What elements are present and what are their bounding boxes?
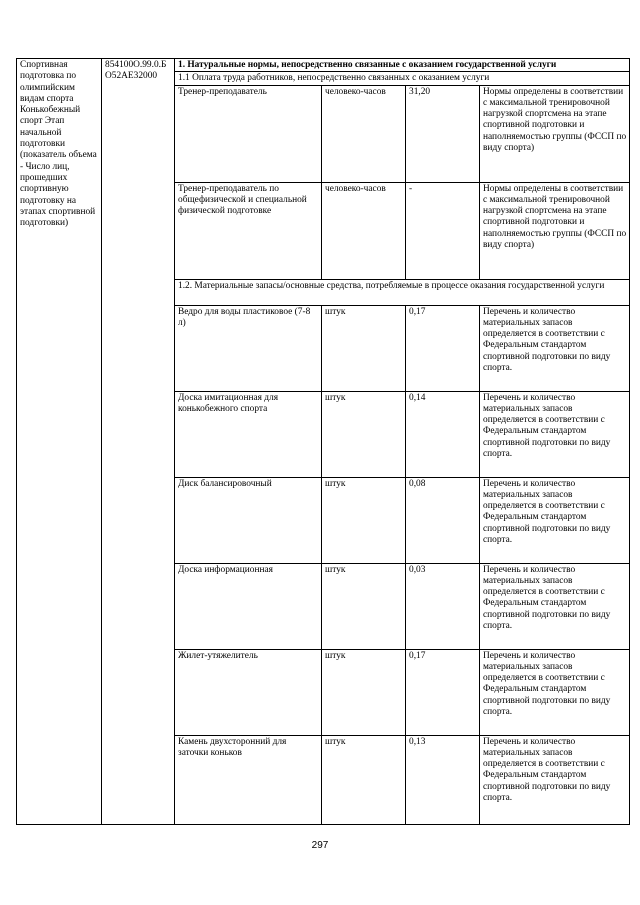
item-note: Перечень и количество материальных запасов определяется в соответствии с Федеральным стандартом спортивной подготовки по виду спорта. (480, 735, 630, 824)
item-note: Перечень и количество материальных запасов определяется в соответствии с Федеральным стандартом спортивной подготовки по виду спорта. (480, 649, 630, 735)
service-name: Спортивная подготовка по олимпийским видам спорта Конькобежный спорт Этап начальной подготовки (показатель объема - Число лиц, прошедших спортивную подготовку на этапах спортивной подготовки) (20, 60, 97, 229)
subsection-materials: 1.2. Материальные запасы/основные средства, потребляемые в процессе оказания государственной услуги (175, 279, 630, 305)
item-name: Ведро для воды пластиковое (7-8 л) (175, 305, 322, 391)
item-name: Жилет-утяжелитель (175, 649, 322, 735)
item-unit: штук (322, 563, 406, 649)
item-unit: штук (322, 305, 406, 391)
item-unit: штук (322, 649, 406, 735)
item-value: 0,17 (406, 649, 480, 735)
section-title: 1. Натуральные нормы, непосредственно связанные с оказанием государственной услуги (175, 59, 630, 72)
item-value: 31,20 (406, 85, 480, 182)
item-unit: штук (322, 477, 406, 563)
item-value: 0,17 (406, 305, 480, 391)
service-code-cell (102, 59, 175, 825)
item-note: Нормы определены в соответствии с максимальной тренировочной нагрузкой спортсмена на этапе спортивной подготовки и наполняемостью группы (ФССП по виду спорта) (480, 85, 630, 182)
item-note: Перечень и количество материальных запасов определяется в соответствии с Федеральным стандартом спортивной подготовки по виду спорта. (480, 477, 630, 563)
item-name: Доска имитационная для конькобежного спорта (175, 391, 322, 477)
item-note: Нормы определены в соответствии с максимальной тренировочной нагрузкой спортсмена на этапе спортивной подготовки и наполняемостью группы (ФССП по виду спорта) (480, 182, 630, 279)
item-name: Диск балансировочный (175, 477, 322, 563)
item-value: 0,03 (406, 563, 480, 649)
item-note: Перечень и количество материальных запасов определяется в соответствии с Федеральным стандартом спортивной подготовки по виду спорта. (480, 563, 630, 649)
item-name: Доска информационная (175, 563, 322, 649)
item-name: Тренер-преподаватель (175, 85, 322, 182)
item-unit: штук (322, 391, 406, 477)
service-code: 854100О.99.0.БО52АЕ32000 (105, 60, 167, 82)
item-name: Камень двухсторонний для заточки коньков (175, 735, 322, 824)
item-unit: штук (322, 735, 406, 824)
service-name-cell (17, 59, 102, 825)
item-value: 0,14 (406, 391, 480, 477)
item-unit: человеко-часов (322, 85, 406, 182)
page-number: 297 (311, 840, 329, 851)
item-value: - (406, 182, 480, 279)
item-note: Перечень и количество материальных запасов определяется в соответствии с Федеральным стандартом спортивной подготовки по виду спорта. (480, 391, 630, 477)
item-note: Перечень и количество материальных запасов определяется в соответствии с Федеральным стандартом спортивной подготовки по виду спорта. (480, 305, 630, 391)
item-name: Тренер-преподаватель по общефизической и специальной физической подготовке (175, 182, 322, 279)
subsection-labor: 1.1 Оплата труда работников, непосредственно связанных с оказанием услуги (175, 72, 630, 85)
item-unit: человеко-часов (322, 182, 406, 279)
item-value: 0,08 (406, 477, 480, 563)
item-value: 0,13 (406, 735, 480, 824)
normatives-table (16, 58, 630, 825)
